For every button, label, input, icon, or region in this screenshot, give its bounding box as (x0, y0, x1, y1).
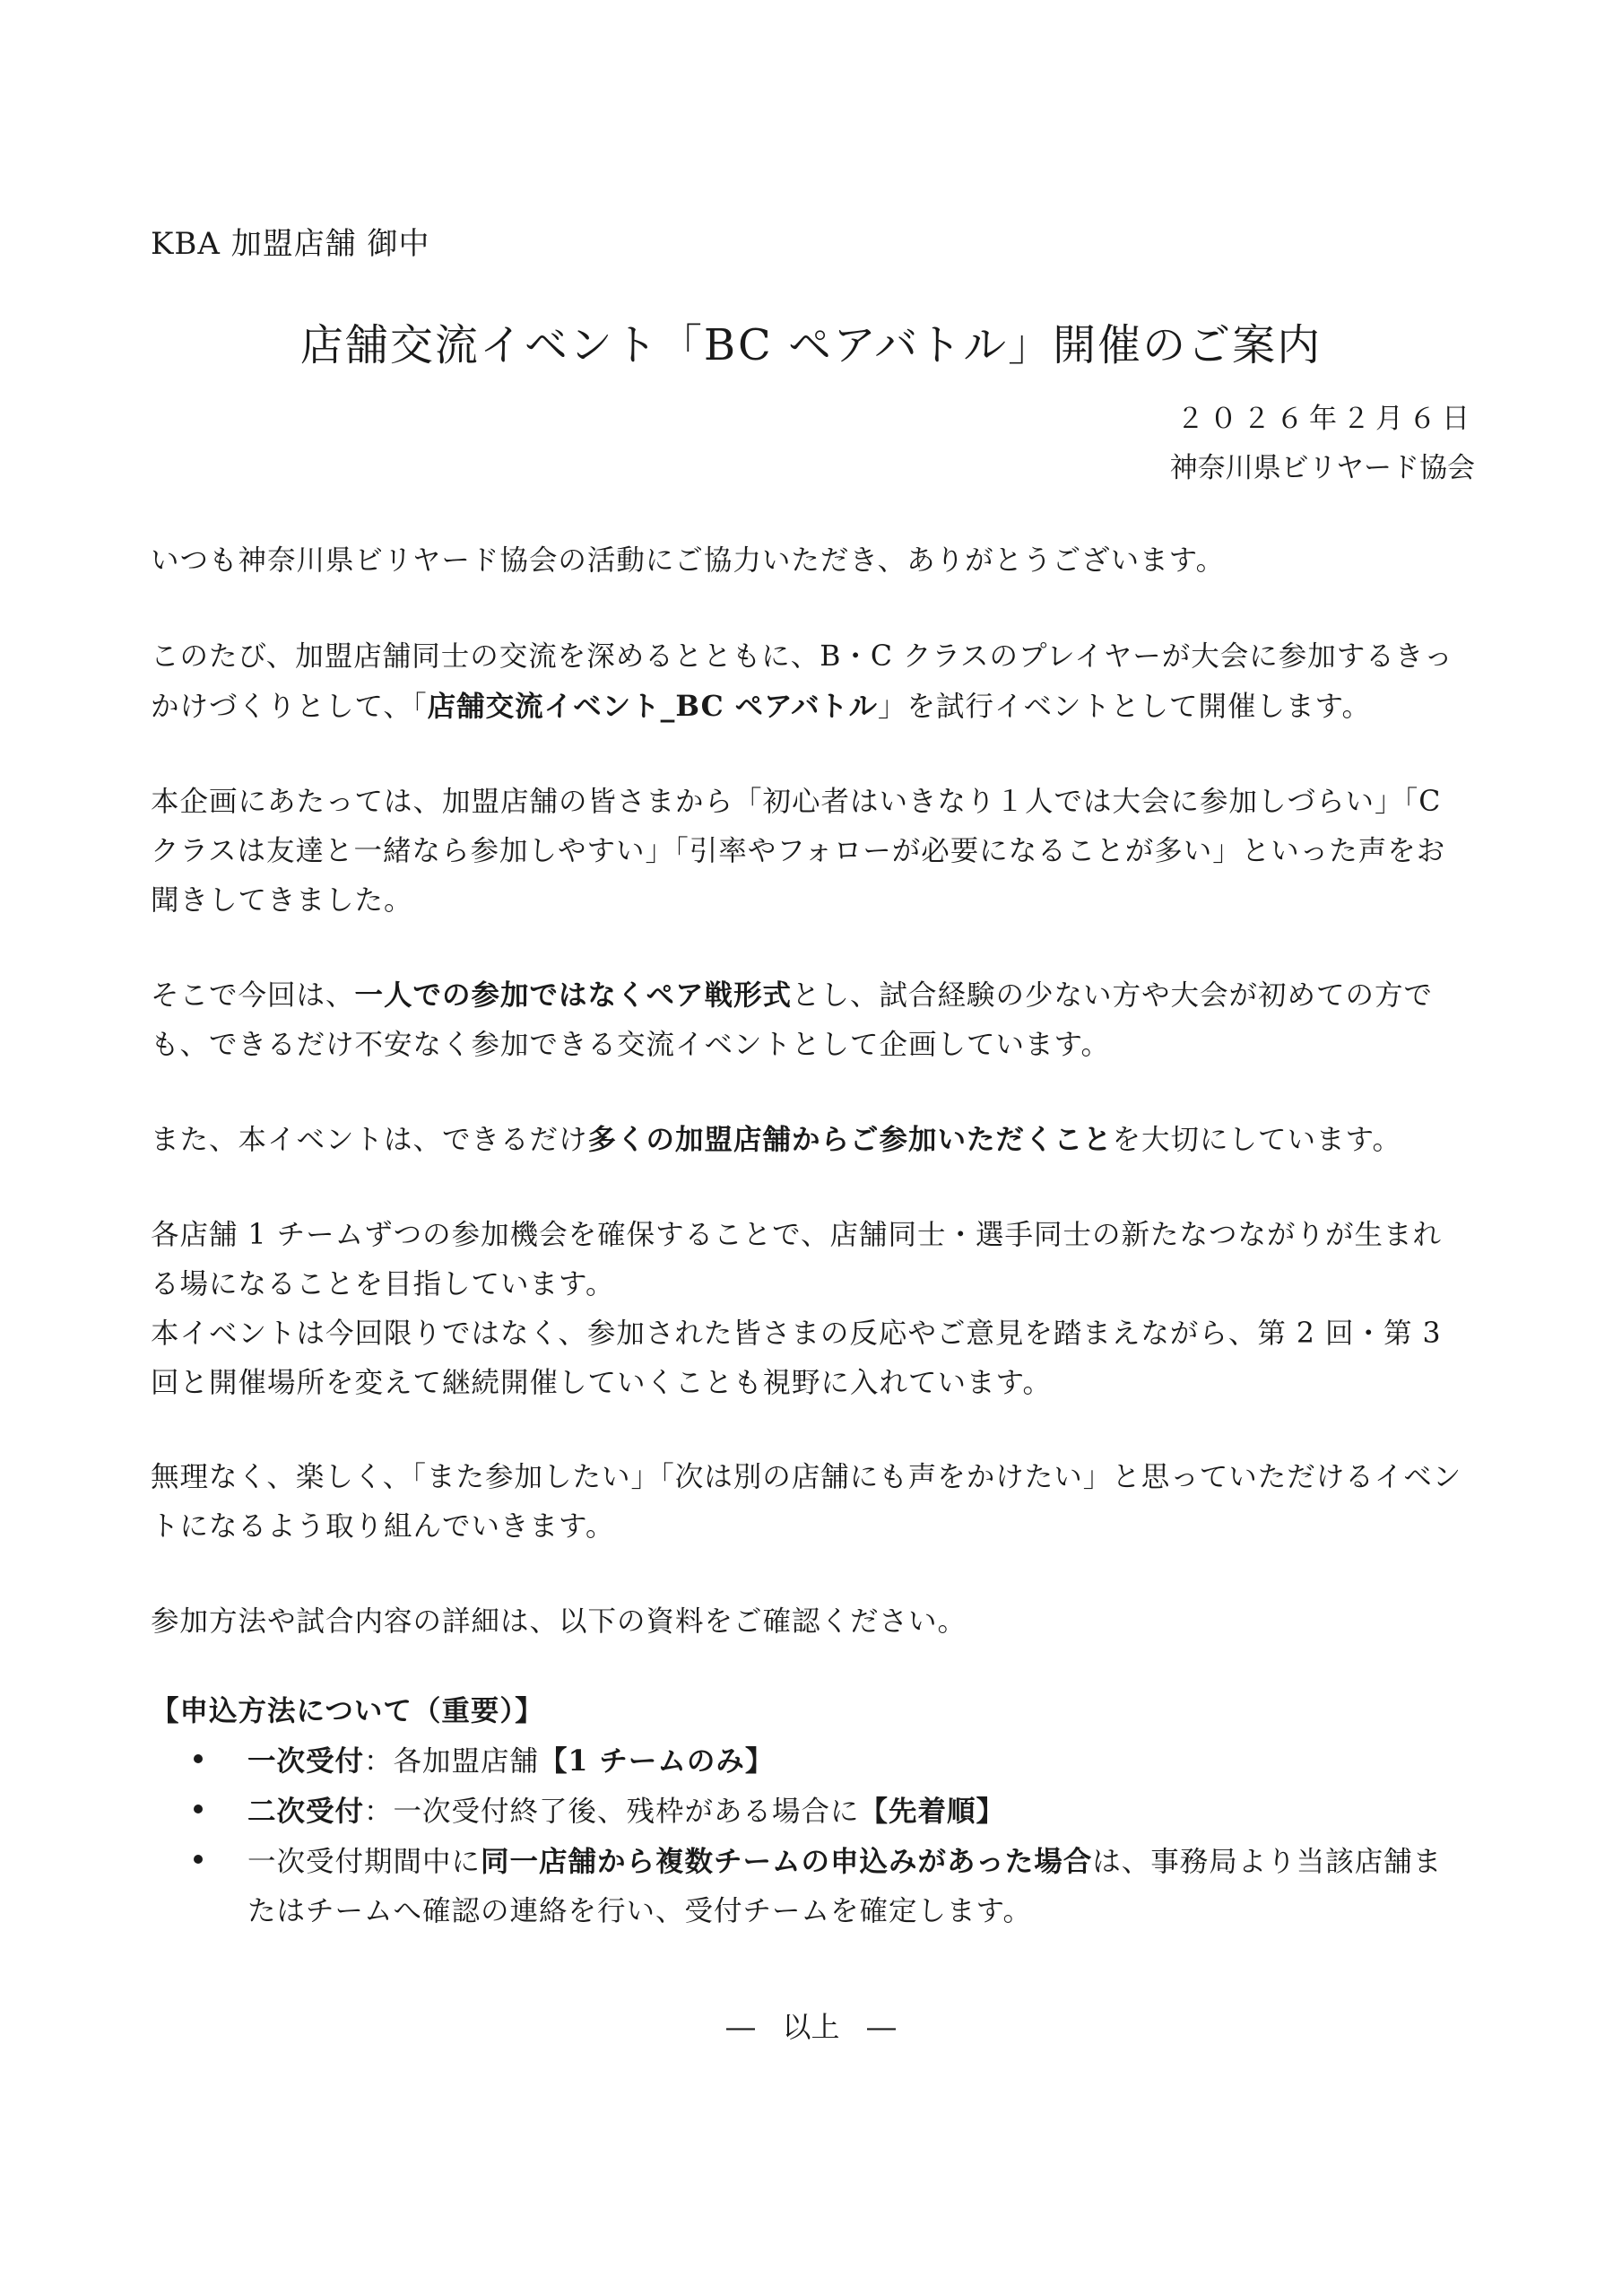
participation-emphasis: 多くの加盟店舗からご参加いただくこと (587, 1123, 1113, 1156)
event-name-emphasis: 店舗交流イベント_BC ペアバトル (427, 690, 878, 723)
goals-line-2: る場になることを目指しています。 (151, 1268, 615, 1300)
background-line-1: 本企画にあたっては、加盟店舗の皆さまから「初心者はいきなり１人では大会に参加しづらい」「C (151, 786, 1442, 818)
closing-mark: ― 以上 ― (725, 2010, 897, 2044)
second-round-label: 二次受付 (247, 1795, 365, 1828)
addressee: KBA 加盟店舗 御中 (151, 226, 430, 262)
background-paragraph (151, 778, 1478, 926)
format-line-1-end: とし、試合経験の少ない方や大会が初めての方で (792, 979, 1434, 1012)
duplicate-rule-line-2: たはチームへ確認の連絡を行い、受付チームを確定します。 (247, 1895, 1032, 1927)
bullet-icon (194, 1805, 203, 1813)
list-item-text (247, 1736, 1478, 1787)
issue-date: ２０２６年２月６日 (1176, 403, 1475, 435)
policy-line (151, 1115, 1478, 1165)
policy-start: また、本イベントは、できるだけ (151, 1124, 588, 1156)
greeting-paragraph (151, 536, 1478, 586)
list-item-text (247, 1787, 1478, 1837)
first-round-limit: 【1 チームのみ】 (539, 1744, 775, 1778)
list-item (0, 1736, 1622, 1787)
format-line-1-start: そこで今回は、 (151, 979, 355, 1012)
bullet-icon (194, 1855, 203, 1864)
greeting-text: いつも神奈川県ビリヤード協会の活動にご協力いただき、ありがとうございます。 (151, 544, 1226, 577)
list-item-text (247, 1837, 1478, 1936)
format-line-2: も、できるだけ不安なく参加できる交流イベントとして企画しています。 (151, 1029, 1110, 1061)
document-title: 店舗交流イベント「BC ペアバトル」開催のご案内 (299, 320, 1323, 370)
goals-line-1: 各店舗 1 チームずつの参加機会を確保することで、店舗同士・選手同士の新たなつながりが生まれ (151, 1219, 1442, 1251)
bullet-icon (194, 1754, 203, 1763)
policy-end: を大切にしています。 (1112, 1124, 1402, 1156)
reference-text: 参加方法や試合内容の詳細は、以下の資料をご確認ください。 (151, 1605, 967, 1638)
first-round-desc: ：各加盟店舗 (364, 1745, 540, 1778)
second-round-order: 【先着順】 (859, 1795, 1006, 1828)
duplicate-rule-end: は、事務局より当該店舗ま (1092, 1846, 1443, 1878)
format-line-1 (151, 970, 1478, 1021)
aspiration-line-2: トになるよう取り組んでいきます。 (151, 1510, 615, 1543)
intro-line-2-end: 」を試行イベントとして開催します。 (877, 691, 1371, 723)
second-round-desc: ：一次受付終了後、残枠がある場合に (364, 1796, 860, 1828)
pair-format-emphasis: 一人での参加ではなくペア戦形式 (354, 978, 793, 1012)
intro-line-1: このたび、加盟店舗同士の交流を深めるとともに、B・C クラスのプレイヤーが大会に参加するきっ (151, 640, 1453, 673)
document-meta (1170, 395, 1475, 493)
intro-line-2 (151, 682, 1478, 732)
application-heading: 【申込方法について（重要）】 (151, 1694, 544, 1727)
goals-paragraph (151, 1211, 1478, 1408)
list-item (0, 1837, 1622, 1936)
aspiration-paragraph (151, 1453, 1478, 1552)
reference-paragraph (151, 1597, 1478, 1647)
issuing-organization: 神奈川県ビリヤード協会 (1169, 452, 1475, 484)
intro-paragraph (151, 632, 1478, 732)
duplicate-rule-emphasis: 同一店舗から複数チームの申込みがあった場合 (481, 1845, 1093, 1878)
format-paragraph (151, 970, 1478, 1070)
background-line-3: 聞きしてきました。 (151, 884, 413, 917)
goals-line-3: 本イベントは今回限りではなく、参加された皆さまの反応やご意見を踏まえながら、第 2 回・第 3 (151, 1318, 1442, 1350)
aspiration-line-1: 無理なく、楽しく、「また参加したい」「次は別の店舗にも声をかけたい」と思っていただけるイベン (151, 1461, 1462, 1493)
first-round-label: 一次受付 (247, 1744, 365, 1778)
application-list (0, 1736, 1622, 1936)
policy-paragraph (151, 1115, 1478, 1165)
list-item (0, 1787, 1622, 1837)
goals-line-4: 回と開催場所を変えて継続開催していくことも視野に入れています。 (151, 1367, 1052, 1399)
background-line-2: クラスは友達と一緒なら参加しやすい」「引率やフォローが必要になることが多い」といった声をお (151, 835, 1446, 867)
duplicate-rule-start: 一次受付期間中に (247, 1846, 481, 1878)
intro-line-2-start: かけづくりとして、「 (151, 691, 428, 723)
